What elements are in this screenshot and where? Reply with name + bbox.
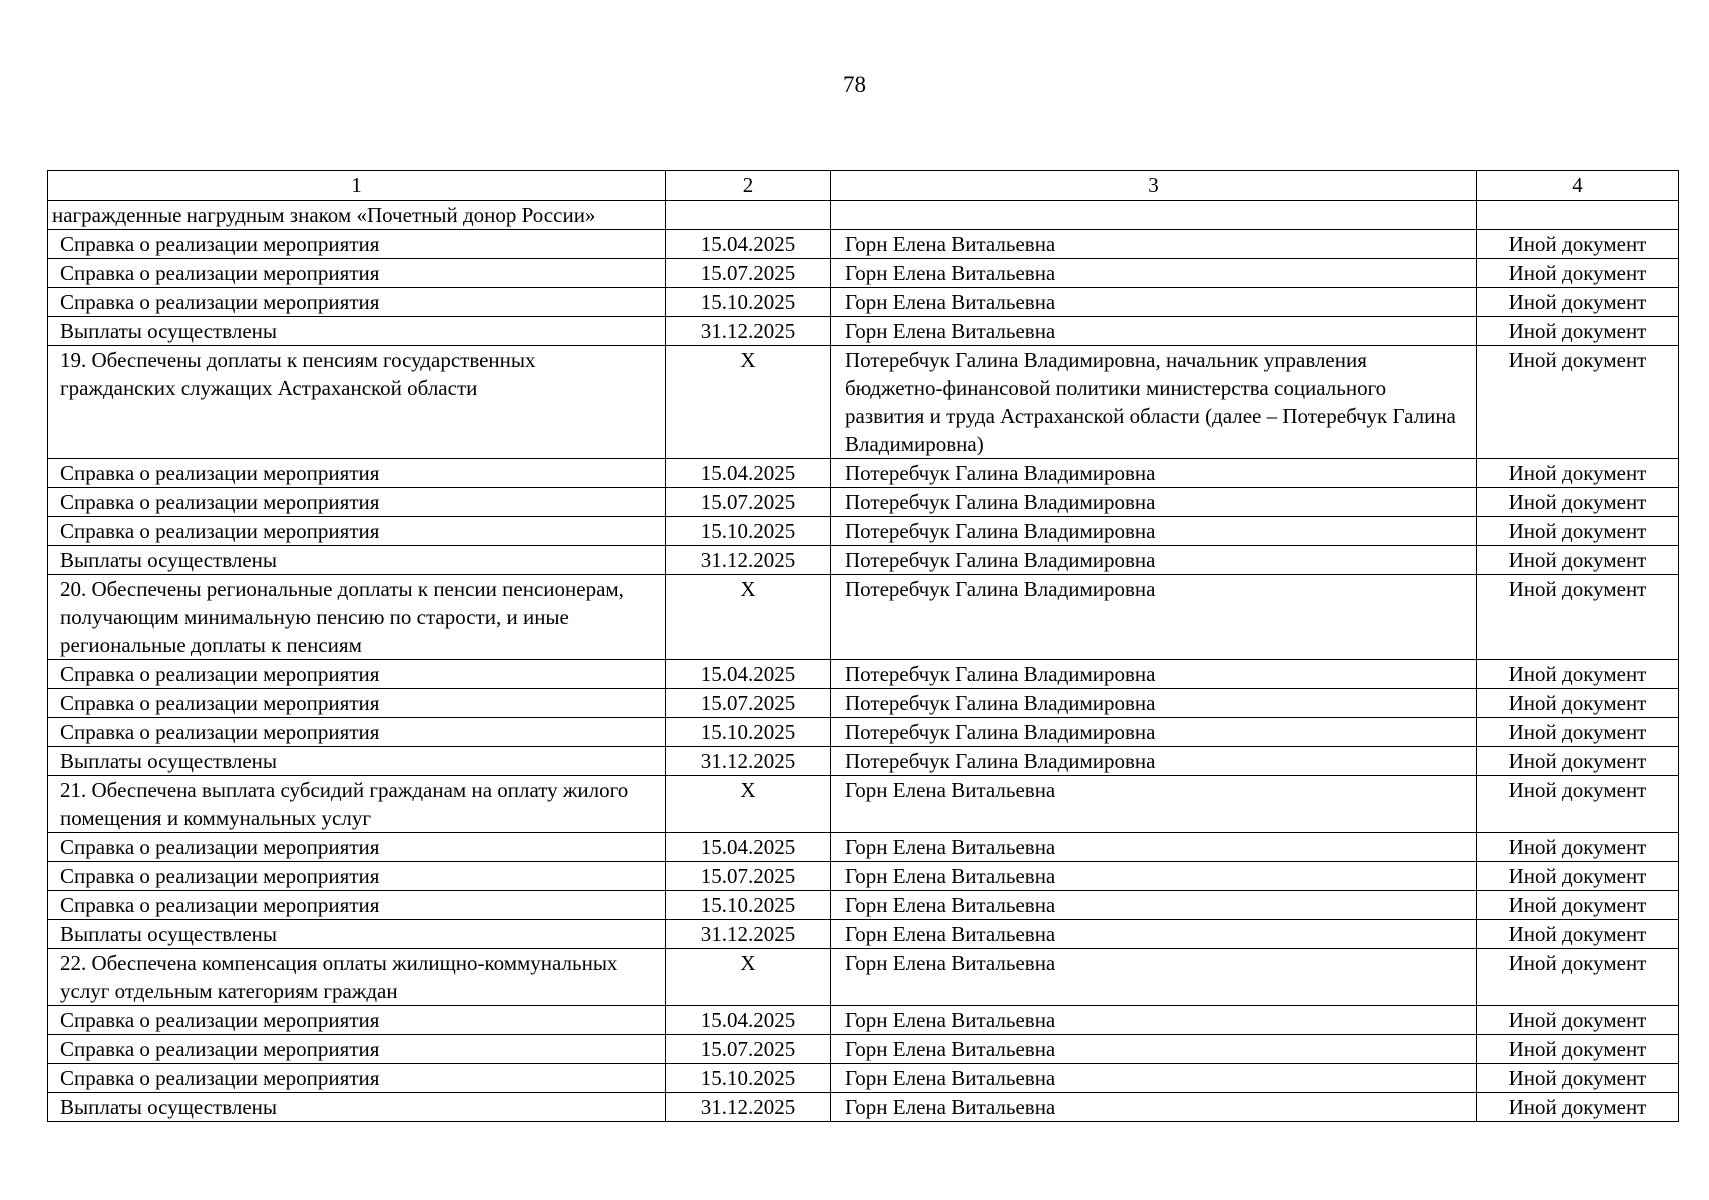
table-row bbox=[48, 862, 1679, 891]
table-row bbox=[48, 1006, 1679, 1035]
document-type-cell: Иной документ bbox=[1477, 230, 1679, 259]
responsible-cell: Горн Елена Витальевна bbox=[831, 833, 1477, 862]
document-type-cell: Иной документ bbox=[1477, 718, 1679, 747]
column-header: 2 bbox=[666, 171, 831, 201]
date-cell: X bbox=[666, 346, 831, 459]
date-cell: X bbox=[666, 776, 831, 833]
date-cell: 15.04.2025 bbox=[666, 459, 831, 488]
table-row bbox=[48, 230, 1679, 259]
date-cell: 15.10.2025 bbox=[666, 517, 831, 546]
date-cell: 15.10.2025 bbox=[666, 891, 831, 920]
responsible-cell: Горн Елена Витальевна bbox=[831, 776, 1477, 833]
date-cell: 15.07.2025 bbox=[666, 1035, 831, 1064]
table-row bbox=[48, 546, 1679, 575]
measure-name-cell: Справка о реализации мероприятия bbox=[48, 660, 666, 689]
date-cell: 15.07.2025 bbox=[666, 259, 831, 288]
document-type-cell: Иной документ bbox=[1477, 1064, 1679, 1093]
document-type-cell: Иной документ bbox=[1477, 660, 1679, 689]
responsible-cell: Горн Елена Витальевна bbox=[831, 1093, 1477, 1122]
table-row bbox=[48, 259, 1679, 288]
responsible-cell: Горн Елена Витальевна bbox=[831, 949, 1477, 1006]
measure-name-cell: Справка о реализации мероприятия bbox=[48, 517, 666, 546]
date-cell: 15.10.2025 bbox=[666, 1064, 831, 1093]
responsible-cell: Горн Елена Витальевна bbox=[831, 1035, 1477, 1064]
date-cell: 15.10.2025 bbox=[666, 288, 831, 317]
measure-name-cell: 19. Обеспечены доплаты к пенсиям государственных гражданских служащих Астраханской области bbox=[48, 346, 666, 459]
column-header: 1 bbox=[48, 171, 666, 201]
date-cell: 15.07.2025 bbox=[666, 689, 831, 718]
responsible-cell: Потеребчук Галина Владимировна bbox=[831, 517, 1477, 546]
measure-name-cell: Справка о реализации мероприятия bbox=[48, 718, 666, 747]
measure-name-cell: Выплаты осуществлены bbox=[48, 920, 666, 949]
measure-name-cell: Справка о реализации мероприятия bbox=[48, 1035, 666, 1064]
document-type-cell: Иной документ bbox=[1477, 747, 1679, 776]
responsible-cell: Горн Елена Витальевна bbox=[831, 317, 1477, 346]
date-cell: 31.12.2025 bbox=[666, 747, 831, 776]
responsible-cell: Потеребчук Галина Владимировна bbox=[831, 575, 1477, 660]
continuation-row bbox=[48, 201, 1679, 230]
responsible-cell: Горн Елена Витальевна bbox=[831, 1064, 1477, 1093]
measure-name-cell: Выплаты осуществлены bbox=[48, 1093, 666, 1122]
table-row bbox=[48, 1064, 1679, 1093]
responsible-cell bbox=[831, 201, 1477, 230]
date-cell: 15.04.2025 bbox=[666, 660, 831, 689]
measure-name-cell: Справка о реализации мероприятия bbox=[48, 689, 666, 718]
table-row bbox=[48, 833, 1679, 862]
responsible-cell: Потеребчук Галина Владимировна bbox=[831, 459, 1477, 488]
responsible-cell: Потеребчук Галина Владимировна bbox=[831, 660, 1477, 689]
table-row bbox=[48, 517, 1679, 546]
document-type-cell: Иной документ bbox=[1477, 259, 1679, 288]
responsible-cell: Горн Елена Витальевна bbox=[831, 862, 1477, 891]
document-type-cell: Иной документ bbox=[1477, 488, 1679, 517]
document-type-cell: Иной документ bbox=[1477, 1035, 1679, 1064]
table-row bbox=[48, 891, 1679, 920]
date-cell: 31.12.2025 bbox=[666, 920, 831, 949]
document-type-cell: Иной документ bbox=[1477, 546, 1679, 575]
table-row bbox=[48, 920, 1679, 949]
document-type-cell: Иной документ bbox=[1477, 689, 1679, 718]
date-cell: X bbox=[666, 949, 831, 1006]
date-cell: 15.07.2025 bbox=[666, 488, 831, 517]
date-cell: 31.12.2025 bbox=[666, 546, 831, 575]
table-row bbox=[48, 288, 1679, 317]
date-cell: 31.12.2025 bbox=[666, 317, 831, 346]
responsible-cell: Потеребчук Галина Владимировна bbox=[831, 689, 1477, 718]
document-type-cell: Иной документ bbox=[1477, 459, 1679, 488]
column-header: 3 bbox=[831, 171, 1477, 201]
document-type-cell: Иной документ bbox=[1477, 1006, 1679, 1035]
table-row bbox=[48, 718, 1679, 747]
date-cell: X bbox=[666, 575, 831, 660]
table-body bbox=[48, 201, 1679, 1122]
measure-name-cell: Выплаты осуществлены bbox=[48, 546, 666, 575]
date-cell bbox=[666, 201, 831, 230]
responsible-cell: Горн Елена Витальевна bbox=[831, 288, 1477, 317]
measure-name-cell: Справка о реализации мероприятия bbox=[48, 288, 666, 317]
responsible-cell: Горн Елена Витальевна bbox=[831, 1006, 1477, 1035]
measure-name-cell: Выплаты осуществлены bbox=[48, 317, 666, 346]
responsible-cell: Горн Елена Витальевна bbox=[831, 891, 1477, 920]
date-cell: 15.07.2025 bbox=[666, 862, 831, 891]
table-row bbox=[48, 459, 1679, 488]
measure-name-cell: Справка о реализации мероприятия bbox=[48, 488, 666, 517]
measure-name-cell: Справка о реализации мероприятия bbox=[48, 833, 666, 862]
date-cell: 15.10.2025 bbox=[666, 718, 831, 747]
measure-name-cell: 21. Обеспечена выплата субсидий гражданам на оплату жилого помещения и коммунальных услуг bbox=[48, 776, 666, 833]
responsible-cell: Потеребчук Галина Владимировна bbox=[831, 747, 1477, 776]
responsible-cell: Потеребчук Галина Владимировна bbox=[831, 546, 1477, 575]
table-row bbox=[48, 660, 1679, 689]
responsible-cell: Горн Елена Витальевна bbox=[831, 920, 1477, 949]
document-type-cell: Иной документ bbox=[1477, 317, 1679, 346]
responsible-cell: Горн Елена Витальевна bbox=[831, 259, 1477, 288]
table-row bbox=[48, 317, 1679, 346]
measure-name-cell: Справка о реализации мероприятия bbox=[48, 230, 666, 259]
measure-name-cell: Справка о реализации мероприятия bbox=[48, 891, 666, 920]
date-cell: 15.04.2025 bbox=[666, 1006, 831, 1035]
document-type-cell: Иной документ bbox=[1477, 949, 1679, 1006]
measure-name-cell: 20. Обеспечены региональные доплаты к пенсии пенсионерам, получающим минимальную пенсию по старости, и иные региональные доплаты к пенсиям bbox=[48, 575, 666, 660]
document-type-cell: Иной документ bbox=[1477, 891, 1679, 920]
document-type-cell: Иной документ bbox=[1477, 862, 1679, 891]
measure-name-cell: Справка о реализации мероприятия bbox=[48, 259, 666, 288]
measure-name-cell: награжденные нагрудным знаком «Почетный донор России» bbox=[48, 201, 666, 230]
measure-name-cell: Справка о реализации мероприятия bbox=[48, 1064, 666, 1093]
document-type-cell: Иной документ bbox=[1477, 288, 1679, 317]
responsible-cell: Потеребчук Галина Владимировна bbox=[831, 488, 1477, 517]
responsible-cell: Потеребчук Галина Владимировна, начальник управления бюджетно-финансовой политики министерства социального развития и труда Астраханской области (далее – Потеребчук Галина Владимировна) bbox=[831, 346, 1477, 459]
page-number: 78 bbox=[843, 72, 866, 97]
table-row bbox=[48, 747, 1679, 776]
document-type-cell bbox=[1477, 201, 1679, 230]
measure-name-cell: Справка о реализации мероприятия bbox=[48, 459, 666, 488]
table-row bbox=[48, 689, 1679, 718]
responsible-cell: Горн Елена Витальевна bbox=[831, 230, 1477, 259]
result-row bbox=[48, 949, 1679, 1006]
table-row bbox=[48, 1093, 1679, 1122]
result-row bbox=[48, 575, 1679, 660]
measure-name-cell: Справка о реализации мероприятия bbox=[48, 1006, 666, 1035]
date-cell: 15.04.2025 bbox=[666, 833, 831, 862]
document-type-cell: Иной документ bbox=[1477, 517, 1679, 546]
result-row bbox=[48, 346, 1679, 459]
measures-table bbox=[47, 170, 1679, 1122]
column-header: 4 bbox=[1477, 171, 1679, 201]
document-type-cell: Иной документ bbox=[1477, 833, 1679, 862]
measure-name-cell: Справка о реализации мероприятия bbox=[48, 862, 666, 891]
measure-name-cell: 22. Обеспечена компенсация оплаты жилищно-коммунальных услуг отдельным категориям граждан bbox=[48, 949, 666, 1006]
document-type-cell: Иной документ bbox=[1477, 575, 1679, 660]
document-type-cell: Иной документ bbox=[1477, 1093, 1679, 1122]
document-type-cell: Иной документ bbox=[1477, 346, 1679, 459]
measure-name-cell: Выплаты осуществлены bbox=[48, 747, 666, 776]
document-type-cell: Иной документ bbox=[1477, 776, 1679, 833]
table-header bbox=[48, 171, 1679, 201]
table-row bbox=[48, 1035, 1679, 1064]
document-type-cell: Иной документ bbox=[1477, 920, 1679, 949]
result-row bbox=[48, 776, 1679, 833]
table-row bbox=[48, 488, 1679, 517]
date-cell: 31.12.2025 bbox=[666, 1093, 831, 1122]
responsible-cell: Потеребчук Галина Владимировна bbox=[831, 718, 1477, 747]
date-cell: 15.04.2025 bbox=[666, 230, 831, 259]
